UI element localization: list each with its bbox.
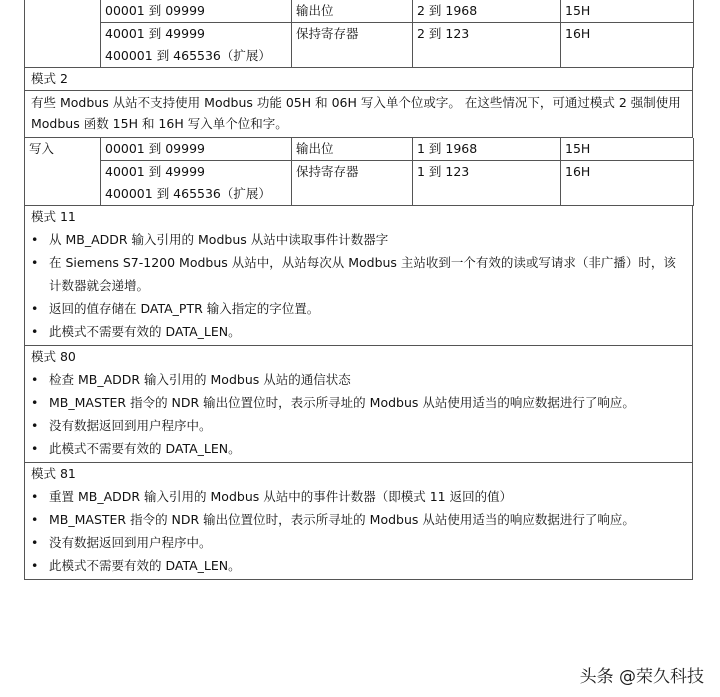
mode-81-title: 模式 81: [31, 466, 76, 481]
bullet: •: [31, 372, 39, 387]
list-item: • 此模式不需要有效的 DATA_LEN。: [25, 437, 692, 460]
mode-80-section: [24, 346, 693, 463]
list-item: • MB_MASTER 指令的 NDR 输出位置位时，表示所寻址的 Modbus 从站使用适当的响应数据进行了响应。: [25, 508, 692, 531]
mode-2-title: 模式 2: [31, 71, 68, 86]
mode-80-list: [25, 368, 692, 462]
list-item: • 从 MB_ADDR 输入引用的 Modbus 从站中读取事件计数器字: [25, 228, 692, 251]
table-cell-type: 保持寄存器: [292, 161, 413, 206]
list-item: • 此模式不需要有效的 DATA_LEN。: [25, 554, 692, 577]
bullet: •: [31, 232, 39, 247]
table-cell-function: 写入: [25, 138, 101, 206]
table-cell-address: 00001 到 09999: [101, 0, 292, 23]
address-table-write: [24, 138, 694, 206]
table-cell-address: 40001 到 49999 400001 到 465536（扩展）: [101, 23, 292, 68]
table-cell-function: [25, 0, 101, 68]
list-item: • 此模式不需要有效的 DATA_LEN。: [25, 320, 692, 343]
list-item: • 没有数据返回到用户程序中。: [25, 531, 692, 554]
table-cell-count: 1 到 1968: [413, 138, 561, 161]
list-item: • 没有数据返回到用户程序中。: [25, 414, 692, 437]
mode-81-section: [24, 463, 693, 580]
table-cell-code: 15H: [561, 138, 694, 161]
bullet: •: [31, 255, 39, 270]
mode-2-text: 有些 Modbus 从站不支持使用 Modbus 功能 05H 和 06H 写入单个位或字。 在这些情况下，可通过模式 2 强制使用 Modbus 函数 15H 和 16H 写入单个位和字。: [31, 95, 681, 131]
bullet: •: [31, 489, 39, 504]
table-row: [25, 138, 694, 161]
bullet: •: [31, 418, 39, 433]
table-cell-count: 1 到 123: [413, 161, 561, 206]
document-page: [24, 0, 693, 697]
table-row: [25, 161, 694, 206]
mode-11-title: 模式 11: [31, 209, 76, 224]
list-item: • 重置 MB_ADDR 输入引用的 Modbus 从站中的事件计数器（即模式 11 返回的值）: [25, 485, 692, 508]
table-row: [25, 0, 694, 23]
bullet: •: [31, 441, 39, 456]
bullet: •: [31, 324, 39, 339]
list-item: • 检查 MB_ADDR 输入引用的 Modbus 从站的通信状态: [25, 368, 692, 391]
bullet: •: [31, 535, 39, 550]
bullet: •: [31, 301, 39, 316]
mode-81-list: [25, 485, 692, 579]
bullet: •: [31, 512, 39, 527]
mode-11-section: [24, 206, 693, 346]
table-cell-type: 输出位: [292, 138, 413, 161]
table-cell-code: 16H: [561, 161, 694, 206]
mode-11-list: [25, 228, 692, 345]
table-cell-type: 输出位: [292, 0, 413, 23]
table-cell-address: 40001 到 49999 400001 到 465536（扩展）: [101, 161, 292, 206]
list-item: • 在 Siemens S7-1200 Modbus 从站中，从站每次从 Modbus 主站收到一个有效的读或写请求（非广播）时，该计数器就会递增。: [25, 251, 692, 297]
mode-2-description: [24, 91, 693, 138]
address-table-read: [24, 0, 694, 68]
bullet: •: [31, 395, 39, 410]
table-cell-code: 16H: [561, 23, 694, 68]
table-cell-count: 2 到 123: [413, 23, 561, 68]
list-item: • MB_MASTER 指令的 NDR 输出位置位时，表示所寻址的 Modbus 从站使用适当的响应数据进行了响应。: [25, 391, 692, 414]
list-item: • 返回的值存储在 DATA_PTR 输入指定的字位置。: [25, 297, 692, 320]
mode-80-title: 模式 80: [31, 349, 76, 364]
table-cell-code: 15H: [561, 0, 694, 23]
table-cell-type: 保持寄存器: [292, 23, 413, 68]
table-row: [25, 23, 694, 68]
bullet: •: [31, 558, 39, 573]
table-cell-address: 00001 到 09999: [101, 138, 292, 161]
table-cell-count: 2 到 1968: [413, 0, 561, 23]
watermark: 头条 @荣久科技: [578, 662, 706, 687]
mode-2-section: [24, 68, 693, 91]
